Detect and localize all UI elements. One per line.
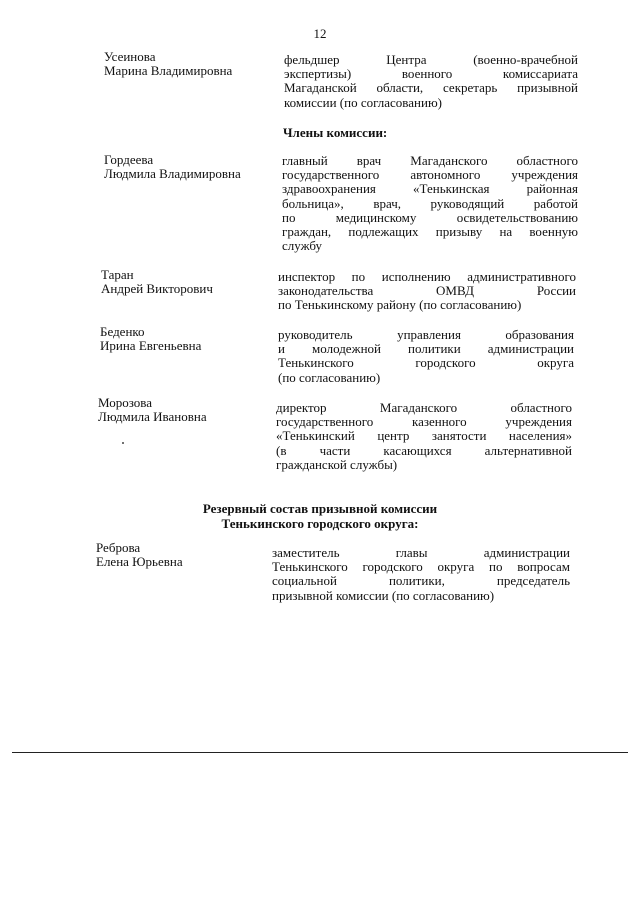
role-line: и молодежной политики администрации xyxy=(278,341,574,357)
role-line: гражданской службы) xyxy=(276,456,398,472)
bottom-divider xyxy=(12,752,628,753)
role-line: (в части касающихся альтернативной xyxy=(276,442,572,458)
member-name xyxy=(100,325,201,353)
reserve-member-name xyxy=(96,541,183,569)
member-role xyxy=(284,53,578,110)
role-line: Магаданской области, секретарь призывной xyxy=(284,80,578,96)
role-line: социальной политики, председатель xyxy=(272,573,570,589)
role-line: государственного автономного учреждения xyxy=(282,167,578,183)
role-line: комиссии (по согласованию) xyxy=(284,94,442,110)
member-name xyxy=(104,153,241,181)
role-line: здравоохранения «Тенькинская районная xyxy=(282,181,578,197)
role-line: больница», врач, руководящий работой xyxy=(282,195,578,211)
role-line: Тенькинского городского округа xyxy=(278,355,574,371)
reserve-heading xyxy=(0,502,640,531)
member-name xyxy=(98,396,207,424)
role-line: «Тенькинский центр занятости населения» xyxy=(276,428,572,444)
member-name xyxy=(101,268,213,296)
member-given-names: Елена Юрьевна xyxy=(96,554,183,570)
role-line: инспектор по исполнению административного xyxy=(278,269,576,284)
member-given-names: Марина Владимировна xyxy=(104,63,233,79)
scan-speck xyxy=(122,442,124,444)
member-surname: Морозова xyxy=(98,395,153,410)
member-given-names: Людмила Ивановна xyxy=(98,409,207,425)
role-line: граждан, подлежащих призыву на военную xyxy=(282,223,578,239)
members-heading: Члены комиссии: xyxy=(283,125,388,140)
role-line: Тенькинского городского округа по вопросам xyxy=(272,559,570,575)
role-line: главный врач Магаданского областного xyxy=(282,153,578,168)
reserve-member-role xyxy=(272,546,570,603)
member-given-names: Андрей Викторович xyxy=(101,281,213,297)
role-line: призывной комиссии (по согласованию) xyxy=(272,587,495,603)
member-surname: Беденко xyxy=(100,324,145,339)
page-number: 12 xyxy=(313,26,327,41)
member-name xyxy=(104,50,232,78)
member-role xyxy=(278,270,576,313)
role-line: директор Магаданского областного xyxy=(276,400,572,415)
member-given-names: Ирина Евгеньевна xyxy=(100,338,202,354)
role-line: руководитель управления образования xyxy=(278,327,574,342)
member-role xyxy=(282,154,578,253)
role-line: по медицинскому освидетельствованию xyxy=(282,209,578,225)
member-surname: Гордеева xyxy=(104,152,154,167)
role-line: заместитель главы администрации xyxy=(272,545,570,560)
member-role xyxy=(276,401,572,472)
reserve-heading-line: Резервный состав призывной комиссии xyxy=(202,501,438,516)
member-surname: Таран xyxy=(101,267,134,282)
role-line: государственного казенного учреждения xyxy=(276,414,572,430)
role-line: экспертизы) военного комиссариата xyxy=(284,66,578,82)
role-line: фельдшер Центра (военно-врачебной xyxy=(284,52,578,67)
role-line: службу xyxy=(282,238,323,254)
role-line: законодательства ОМВД России xyxy=(278,283,576,299)
member-surname: Усеинова xyxy=(104,49,156,64)
member-role xyxy=(278,328,574,385)
role-line: (по согласованию) xyxy=(278,369,381,385)
member-given-names: Людмила Владимировна xyxy=(104,166,241,182)
role-line: по Тенькинскому району (по согласованию) xyxy=(278,297,522,313)
reserve-heading-line: Тенькинского городского округа: xyxy=(221,515,419,531)
member-surname: Реброва xyxy=(96,540,141,555)
